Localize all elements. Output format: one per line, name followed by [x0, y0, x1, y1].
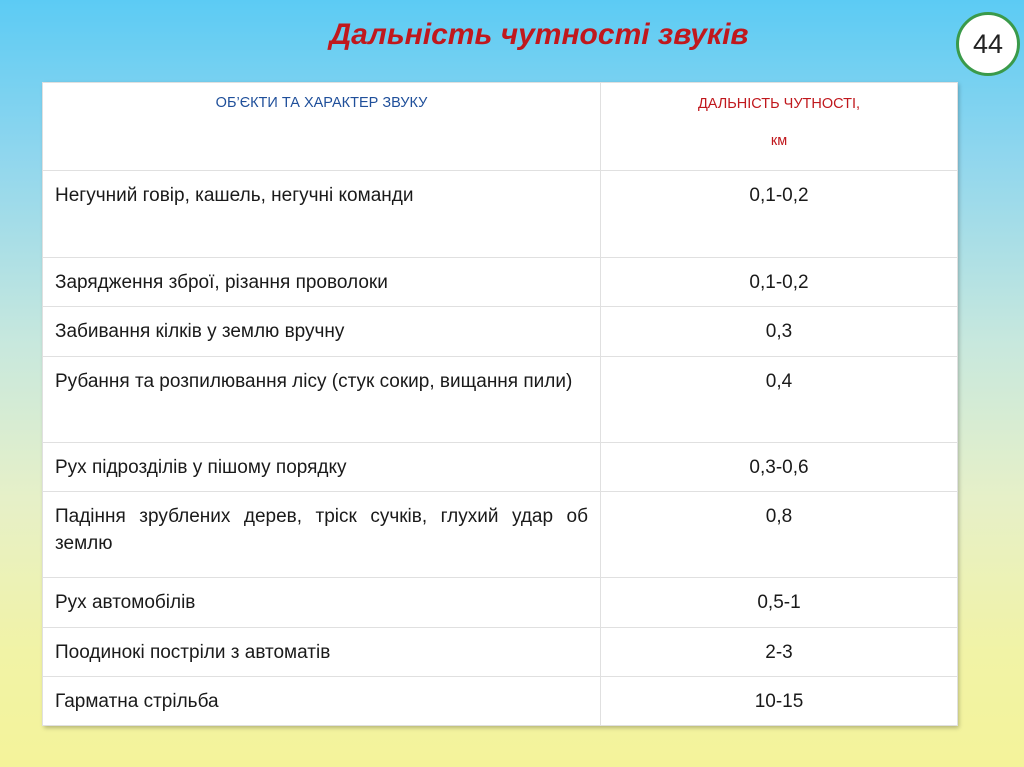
- column-header-objects: ОБ’ЄКТИ ТА ХАРАКТЕР ЗВУКУ: [43, 83, 601, 171]
- table-row: [43, 171, 958, 258]
- slide-title: Дальність чутності звуків: [329, 18, 749, 51]
- row-object-cell: Негучний говір, кашель, негучні команди: [43, 171, 601, 258]
- column-header-range-unit: км: [770, 133, 788, 149]
- row-range-cell: 0,5-1: [601, 578, 958, 627]
- row-range-cell: 0,3: [601, 307, 958, 356]
- sound-range-table-container: [42, 82, 957, 726]
- row-object-cell: Падіння зрублених дерев, тріск сучків, глухий удар об землю: [43, 492, 601, 578]
- row-object-cell: Забивання кілків у землю вручну: [43, 307, 601, 356]
- row-range-cell: 0,1-0,2: [601, 171, 958, 258]
- column-header-range: [601, 83, 958, 171]
- row-object-cell: Зарядження зброї, різання проволоки: [43, 258, 601, 307]
- row-range-cell: 0,3-0,6: [601, 442, 958, 491]
- row-object-cell: Рубання та розпилювання лісу (стук сокир, вищання пили): [43, 356, 601, 442]
- row-object-cell: Рух підрозділів у пішому порядку: [43, 442, 601, 491]
- sound-range-table: [42, 82, 958, 726]
- row-range-cell: 0,4: [601, 356, 958, 442]
- table-header-row: [43, 83, 958, 171]
- table-row: [43, 578, 958, 627]
- row-range-cell: 0,1-0,2: [601, 258, 958, 307]
- page-number: 44: [972, 28, 1004, 59]
- table-row: [43, 307, 958, 356]
- table-row: [43, 356, 958, 442]
- row-object-cell: Гарматна стрільба: [43, 676, 601, 725]
- table-row: [43, 442, 958, 491]
- page-number-badge: [956, 12, 1020, 76]
- row-object-cell: Поодинокі постріли з автоматів: [43, 627, 601, 676]
- row-range-cell: 2-3: [601, 627, 958, 676]
- column-header-range-title: ДАЛЬНІСТЬ ЧУТНОСТІ,: [697, 96, 861, 112]
- table-row: [43, 492, 958, 578]
- row-object-cell: Рух автомобілів: [43, 578, 601, 627]
- row-range-cell: 0,8: [601, 492, 958, 578]
- table-row: [43, 627, 958, 676]
- table-row: [43, 676, 958, 725]
- row-range-cell: 10-15: [601, 676, 958, 725]
- table-row: [43, 258, 958, 307]
